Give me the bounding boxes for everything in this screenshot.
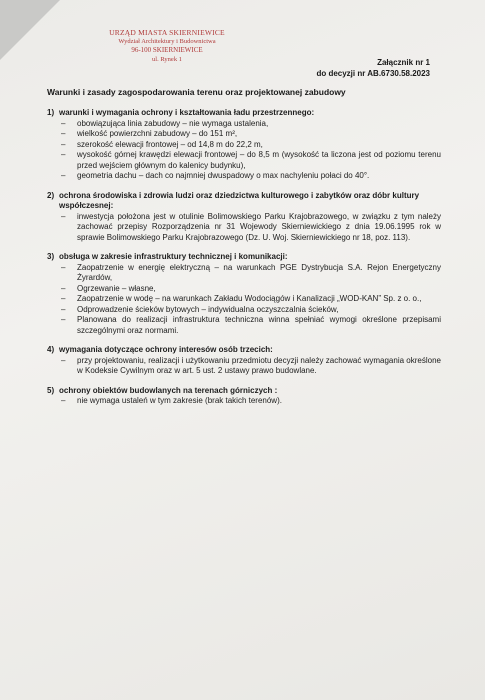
- list-item: [47, 315, 441, 336]
- dash-bullet: –: [61, 129, 66, 138]
- dash-bullet: –: [61, 139, 66, 149]
- stamp-line: URZĄD MIASTA SKIERNIEWICE: [109, 28, 225, 37]
- office-stamp: [104, 28, 230, 64]
- document-body: [47, 108, 441, 416]
- dash-bullet: –: [61, 294, 66, 303]
- section-title-text: warunki i wymagania ochrony i kształtowania ładu przestrzennego:: [59, 108, 315, 117]
- list-item-text: wielkość powierzchni zabudowy – do 151 m²,: [77, 129, 238, 138]
- section-number: 1): [47, 108, 55, 117]
- dash-bullet: –: [61, 283, 66, 293]
- list-item-text: obowiązująca linia zabudowy – nie wymaga ustalenia,: [77, 118, 269, 128]
- decision-number: do decyzji nr AB.6730.58.2023: [316, 69, 430, 78]
- section-5: [47, 386, 441, 407]
- section-1: [47, 108, 441, 182]
- list-item-text: Ogrzewanie – własne,: [77, 283, 156, 293]
- section-number: 4): [47, 345, 55, 354]
- list-item-text: Zaopatrzenie w energię elektryczną – na warunkach PGE Dystrybucja S.A. Rejon Energetyczny Żyrardów,: [77, 262, 441, 282]
- list-item: [47, 150, 441, 171]
- list-item-text: przy projektowaniu, realizacji i użytkowaniu przedmiotu decyzji należy zachować wymagania określone w Kodeksie Cywilnym oraz w art. 5 ust. 2 ustawy prawo budowlane.: [77, 355, 441, 375]
- stamp-line: Wydział Architektury i Budownictwa: [118, 38, 216, 45]
- section-title-text: obsługa w zakresie infrastruktury technicznej i komunikacji:: [59, 252, 288, 261]
- list-item: [47, 263, 441, 284]
- list-item-text: szerokość elewacji frontowej – od 14,8 m do 22,2 m,: [77, 139, 263, 149]
- section-number: 2): [47, 190, 55, 200]
- list-item: [47, 396, 441, 407]
- list-item-text: nie wymaga ustaleń w tym zakresie (brak takich terenów).: [77, 396, 282, 405]
- stamp-line: ul. Rynek 1: [152, 56, 182, 63]
- section-3: [47, 252, 441, 336]
- section-4: [47, 345, 441, 377]
- list-item: [47, 171, 441, 182]
- section-title: [47, 252, 441, 263]
- attachment-number: Załącznik nr 1: [377, 58, 430, 67]
- section-number: 3): [47, 252, 55, 261]
- list-item-text: Zaopatrzenie w wodę – na warunkach Zakładu Wodociągów i Kanalizacji „WOD-KAN” Sp. z o. o.,: [77, 294, 422, 303]
- list-item: [47, 305, 441, 316]
- list-item: [47, 129, 441, 140]
- list-item: [47, 284, 441, 295]
- section-title: [47, 191, 441, 212]
- dash-bullet: –: [61, 118, 66, 128]
- section-items: [47, 356, 441, 377]
- list-item-text: Odprowadzenie ścieków bytowych – indywidualna oczyszczalnia ścieków,: [77, 304, 339, 314]
- section-items: [47, 119, 441, 182]
- document-heading: Warunki i zasady zagospodarowania terenu oraz projektowanej zabudowy: [47, 87, 346, 97]
- section-title: [47, 108, 441, 119]
- section-title: [47, 345, 441, 356]
- section-title-text: ochrona środowiska i zdrowia ludzi oraz dziedzictwa kulturowego i zabytków oraz dóbr kultury współczesnej:: [59, 190, 420, 210]
- section-title-text: ochrony obiektów budowlanych na terenach górniczych :: [59, 385, 278, 395]
- list-item: [47, 119, 441, 130]
- dash-bullet: –: [61, 304, 66, 314]
- section-number: 5): [47, 385, 55, 395]
- dash-bullet: –: [61, 315, 66, 324]
- list-item-text: Planowana do realizacji infrastruktura techniczna winna spełniać wymogi określone przepisami szczególnymi oraz normami.: [77, 315, 441, 335]
- dash-bullet: –: [61, 150, 66, 159]
- list-item: [47, 212, 441, 244]
- dash-bullet: –: [61, 171, 66, 180]
- dash-bullet: –: [61, 355, 66, 365]
- list-item-text: inwestycja położona jest w otulinie Bolimowskiego Parku Krajobrazowego, w związku z tym należy zachować przepisy Rozporządzenia nr 31 Wojewody Skierniewickiego z dnia 19.06.1995 rok w sprawie Bolimowskiego Parku Krajobrazowego (Dz. U. Woj. Skierniewickiego nr 18, poz. 113).: [77, 211, 441, 242]
- section-title-text: wymagania dotyczące ochrony interesów osób trzecich:: [59, 345, 273, 354]
- section-items: [47, 212, 441, 244]
- section-title: [47, 386, 441, 397]
- dash-bullet: –: [61, 211, 66, 221]
- list-item: [47, 140, 441, 151]
- section-items: [47, 263, 441, 337]
- section-items: [47, 396, 441, 407]
- folded-corner: [0, 0, 60, 60]
- list-item-text: geometria dachu – dach co najmniej dwuspadowy o max nachyleniu połaci do 40°.: [77, 171, 370, 180]
- stamp-line: 96-100 SKIERNIEWICE: [131, 46, 203, 54]
- dash-bullet: –: [61, 396, 66, 405]
- list-item: [47, 294, 441, 305]
- dash-bullet: –: [61, 262, 66, 272]
- list-item-text: wysokość górnej krawędzi elewacji frontowej – do 8,5 m (wysokość ta liczona jest od poziomu terenu przed wejściem głównym do kalenicy budynku),: [77, 150, 441, 170]
- list-item: [47, 356, 441, 377]
- section-2: [47, 191, 441, 244]
- attachment-label: [316, 57, 430, 79]
